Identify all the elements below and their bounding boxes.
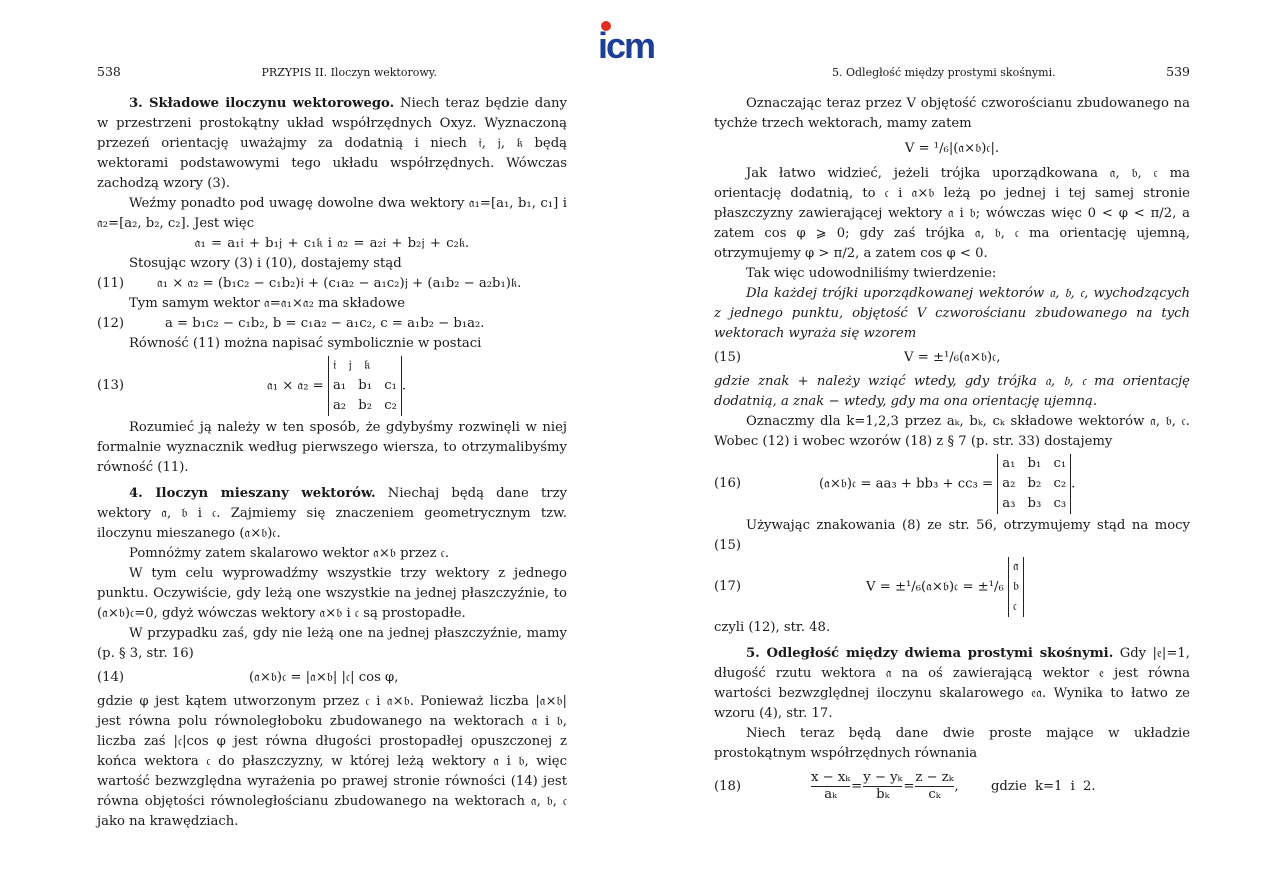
section5-paragraph xyxy=(714,644,1190,724)
section4-heading: 4. Iloczyn mieszany wektorów. xyxy=(129,486,376,501)
section3-paragraph xyxy=(97,94,567,194)
eq15-number: (15) xyxy=(714,350,742,365)
theorem-text: Dla każdej trójki uporządkowanej wektorów 𝔞, 𝔟, 𝔠, wychodzących z jednego punktu, objętość V czworościanu zbudowanego na tych wektorach wyraża się wzorem xyxy=(714,286,1190,341)
eq14-body: (𝔞×𝔟)𝔠 = |𝔞×𝔟| |𝔠| cos φ, xyxy=(249,670,399,685)
eq13-row-3: a₂ b₂ c₂ xyxy=(332,398,397,413)
paragraph-rozumiec: Rozumieć ją należy w ten sposób, że gdybyśmy rozwinęli w niej formalnie wyznacznik według pierwszego wiersza, to otrzymalibyśmy równość (11). xyxy=(97,420,567,475)
left-page-number: 538 xyxy=(97,64,121,79)
theorem-end xyxy=(714,372,1190,412)
eq16-row-2: a₂ b₂ c₂ xyxy=(1002,476,1067,491)
theorem-end-text: gdzie znak + należy wziąć wtedy, gdy trójka 𝔞, 𝔟, 𝔠 ma orientację dodatnią, a znak − wtedy, gdy ma ona orientację ujemną. xyxy=(714,374,1190,409)
eq16-lhs: (𝔞×𝔟)𝔠 = aa₃ + bb₃ + cc₃ = xyxy=(819,476,994,492)
eq18-fraction-z xyxy=(915,770,953,803)
logo-text: icm xyxy=(598,25,655,64)
paragraph-rownosc: Równość (11) można napisać symbolicznie w postaci xyxy=(129,336,482,351)
eq17-determinant xyxy=(1008,557,1024,617)
eq13-lhs: 𝔞₁ × 𝔞₂ = xyxy=(267,378,324,394)
eq17-lhs: V = ±¹/₆(𝔞×𝔟)𝔠 = ±¹/₆ xyxy=(866,579,1004,595)
right-running-head xyxy=(714,62,1190,84)
eq13-determinant xyxy=(328,356,402,416)
section4-text: Niechaj będą dane trzy wektory 𝔞, 𝔟 i 𝔠. Zajmiemy się znaczeniem geometrycznym tzw. iloczynu mieszanego (𝔞×𝔟)𝔠. xyxy=(97,486,567,541)
eq17-row-1: 𝔞 xyxy=(1012,559,1019,574)
equation-13 xyxy=(97,356,567,416)
eq13-number: (13) xyxy=(97,378,125,393)
eq13-row-1: 𝔦 𝔧 𝔨 xyxy=(332,358,371,373)
paragraph-skladowe: Tym samym wektor 𝔞=𝔞₁×𝔞₂ ma składowe xyxy=(129,296,406,311)
eq14-number: (14) xyxy=(97,670,125,685)
eq16-end: . xyxy=(1071,476,1076,492)
eq12-number: (12) xyxy=(97,316,125,331)
eq18-fy-den: bₖ xyxy=(876,787,890,802)
right-page xyxy=(714,62,1190,803)
paragraph-gdzie-phi: gdzie φ jest kątem utworzonym przez 𝔠 i 𝔞×𝔟. Ponieważ liczba |𝔞×𝔟| jest równa polu równoległoboku zbudowanego na wektorach 𝔞 i 𝔟, liczba zaś |𝔠|cos φ jest równa długości prostopadłej opuszczonej z końca wektora 𝔠 do płaszczyzny, w której leżą wektory 𝔞 i 𝔟, więc wartość bezwzględna wyrażenia po prawej stronie równości (14) jest równa objętości równoległościanu zbudowanego na wektorach 𝔞, 𝔟, 𝔠 jako na krawędziach. xyxy=(97,694,567,829)
left-running-title: PRZYPIS II. Iloczyn wektorowy. xyxy=(261,66,437,79)
eq18-fx-den: aₖ xyxy=(824,787,837,802)
paragraph-vectors: Weźmy ponadto pod uwagę dowolne dwa wektory 𝔞₁=[a₁, b₁, c₁] i 𝔞₂=[a₂, b₂, c₂]. Jest więc xyxy=(97,196,567,231)
paragraph-stosujac: Stosując wzory (3) i (10), dostajemy stąd xyxy=(129,256,402,271)
eq18-fy-num: y − yₖ xyxy=(863,770,903,785)
eq12-body: a = b₁c₂ − c₁b₂, b = c₁a₂ − a₁c₂, c = a₁b₂ − b₁a₂. xyxy=(165,316,485,331)
section5-heading: 5. Odległość między dwiema prostymi skośnymi. xyxy=(746,646,1114,661)
eq18-fz-num: z − zₖ xyxy=(915,770,954,785)
icm-logo xyxy=(598,20,674,64)
eq18-fz-den: cₖ xyxy=(928,787,941,802)
eq18-fraction-x xyxy=(811,770,850,803)
eq11-number: (11) xyxy=(97,276,125,291)
eq17-row-3: 𝔠 xyxy=(1012,599,1018,614)
paragraph-tak-wiec: Tak więc udowodniliśmy twierdzenie: xyxy=(746,266,997,281)
eq13-end: . xyxy=(401,378,407,394)
eq18-fraction-y xyxy=(863,770,902,803)
equation-v: V = ¹/₆|(𝔞×𝔟)𝔠|. xyxy=(904,141,1000,156)
section5-text: Gdy |𝔢|=1, długość rzutu wektora 𝔞 na oś zawierającą wektor 𝔢 jest równa wartości bezwzględnej iloczynu skalarowego 𝔢𝔞. Wynika to łatwo ze wzoru (4), str. 17. xyxy=(714,646,1190,721)
equation-14 xyxy=(97,664,567,692)
eq16-row-1: a₁ b₁ c₁ xyxy=(1002,456,1067,471)
paragraph-w-tym-celu: W tym celu wyprowadźmy wszystkie trzy wektory z jednego punktu. Oczywiście, gdy leżą one wszystkie na jednej płaszczyźnie, to (𝔞×𝔟)𝔠=0, gdyż wówczas wektory 𝔞×𝔟 i 𝔠 są prostopadłe. xyxy=(97,566,567,621)
eq17-row-2: 𝔟 xyxy=(1012,579,1019,594)
paragraph-oznaczajac: Oznaczając teraz przez V objętość czworościanu zbudowanego na tychże trzech wektorach, mamy zatem xyxy=(714,96,1190,131)
eq16-row-3: a₃ b₃ c₃ xyxy=(1002,496,1067,511)
left-running-head xyxy=(97,62,567,84)
paragraph-oznaczmy: Oznaczmy dla k=1,2,3 przez aₖ, bₖ, cₖ składowe wektorów 𝔞, 𝔟, 𝔠. Wobec (12) i wobec wzorów (18) z § 7 (p. str. 33) dostajemy xyxy=(714,414,1190,449)
paragraph-czyli: czyli (12), str. 48. xyxy=(714,620,831,635)
equation-11 xyxy=(97,274,567,294)
theorem xyxy=(714,284,1190,344)
right-page-number: 539 xyxy=(1166,64,1190,79)
left-page xyxy=(97,62,567,832)
eq17-number: (17) xyxy=(714,579,742,594)
eq16-determinant xyxy=(997,454,1071,514)
equation-18: (18) $\frac{\text{x − xₖ}}{\text{aₖ}}$ = $\frac{\text{y − yₖ}}{\text{bₖ}}$ = $\frac{\text{z − zₖ}}{\text{cₖ}}$ , gdzie k=1 i 2. xyxy=(714,770,1096,802)
equation-15 xyxy=(714,344,1190,372)
paragraph-w-przypadku: W przypadku zaś, gdy nie leżą one na jednej płaszczyźnie, mamy (p. § 3, str. 16) xyxy=(97,626,567,661)
eq11-body: 𝔞₁ × 𝔞₂ = (b₁c₂ − c₁b₂)𝔦 + (c₁a₂ − a₁c₂)𝔧 + (a₁b₂ − a₂b₁)𝔨. xyxy=(157,276,522,291)
paragraph-niech-teraz: Niech teraz będą dane dwie proste mające w układzie prostokątnym współrzędnych równania xyxy=(714,726,1190,761)
section4-paragraph xyxy=(97,484,567,544)
right-running-title: 5. Odległość między prostymi skośnymi. xyxy=(832,66,1056,79)
equation-17 xyxy=(714,557,1190,617)
paragraph-jak-latwo: Jak łatwo widzieć, jeżeli trójka uporządkowana 𝔞, 𝔟, 𝔠 ma orientację dodatnią, to 𝔠 i 𝔞×𝔟 leżą po jednej i tej samej stronie płaszczyzny zawierającej wektory 𝔞 i 𝔟; wówczas więc 0 < φ < π/2, a zatem cos φ ⩾ 0; gdy zaś trójka 𝔞, 𝔟, 𝔠 ma orientację ujemną, otrzymujemy φ > π/2, a zatem cos φ < 0. xyxy=(714,166,1190,261)
section3-heading: 3. Składowe iloczynu wektorowego. xyxy=(129,96,395,111)
equation-12 xyxy=(97,314,567,334)
eq18-fx-num: x − xₖ xyxy=(811,770,851,785)
equation-vectors: 𝔞₁ = a₁𝔦 + b₁𝔧 + c₁𝔨 i 𝔞₂ = a₂𝔦 + b₂𝔧 + c₂𝔨. xyxy=(194,236,470,251)
paragraph-uzywajac: Używając znakowania (8) ze str. 56, otrzymujemy stąd na mocy (15) xyxy=(714,518,1190,553)
section3-text: Niech teraz będzie dany w przestrzeni prostokątny układ współrzędnych Oxyz. Wyznaczoną przezeń orientację uważajmy za dodatnią i niech 𝔦, 𝔧, 𝔨 będą wektorami podstawowymi tego układu współrzędnych. Wówczas zachodzą wzory (3). xyxy=(97,96,567,191)
paragraph-pomnozmy: Pomnóżmy zatem skalarowo wektor 𝔞×𝔟 przez 𝔠. xyxy=(129,546,450,561)
eq18-number: (18) xyxy=(714,778,742,794)
eq13-row-2: a₁ b₁ c₁ xyxy=(332,378,397,393)
eq15-body: V = ±¹/₆(𝔞×𝔟)𝔠, xyxy=(904,350,1001,365)
eq16-number: (16) xyxy=(714,476,742,491)
equation-16 xyxy=(714,454,1190,514)
eq18-tail: gdzie k=1 i 2. xyxy=(990,779,1096,794)
